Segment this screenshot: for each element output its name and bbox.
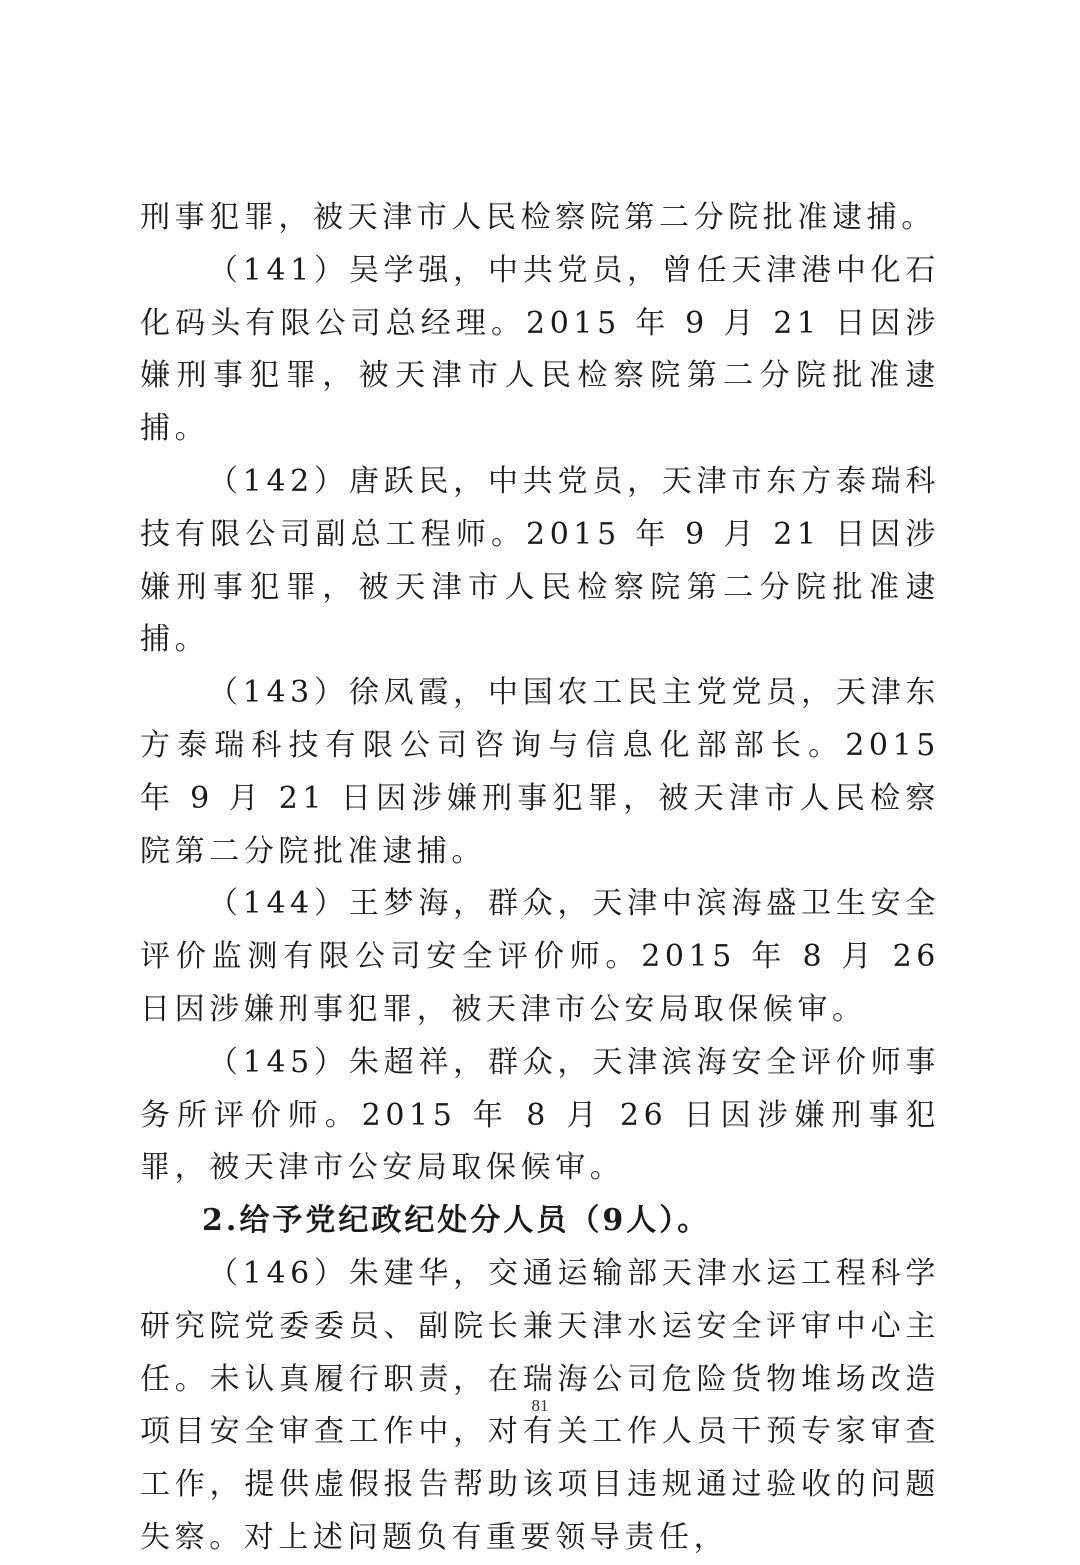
paragraph-145: （145）朱超祥，群众，天津滨海安全评价师事务所评价师。2015 年 8 月 26 日因涉嫌刑事犯罪，被天津市公安局取保候审。 <box>140 1044 940 1186</box>
section-heading: 2.给予党纪政纪处分人员（9人）。 <box>202 1203 711 1239</box>
document-body <box>140 192 940 1565</box>
paragraph-continuation: 刑事犯罪，被天津市人民检察院第二分院批准逮捕。 <box>140 200 936 235</box>
page-number: 81 <box>531 1396 549 1415</box>
paragraph-144: （144）王梦海，群众，天津中滨海盛卫生安全评价监测有限公司安全评价师。2015 年 8 月 26 日因涉嫌刑事犯罪，被天津市公安局取保候审。 <box>140 886 940 1027</box>
paragraph-142: （142）唐跃民，中共党员，天津市东方泰瑞科技有限公司副总工程师。2015 年 9 月 21 日因涉嫌刑事犯罪，被天津市人民检察院第二分院批准逮捕。 <box>140 463 940 658</box>
paragraph-143: （143）徐凤霞，中国农工民主党党员，天津东方泰瑞科技有限公司咨询与信息化部部长。2015 年 9 月 21 日因涉嫌刑事犯罪，被天津市人民检察院第二分院批准逮捕。 <box>140 675 940 869</box>
paragraph-141: （141）吴学强，中共党员，曾任天津港中化石化码头有限公司总经理。2015 年 9 月 21 日因涉嫌刑事犯罪，被天津市人民检察院第二分院批准逮捕。 <box>140 252 940 447</box>
paragraph-146: （146）朱建华，交通运输部天津水运工程科学研究院党委委员、副院长兼天津水运安全评审中心主任。未认真履行职责，在瑞海公司危险货物堆场改造项目安全审查工作中，对有关工作人员干预专家审查工作，提供虚假报告帮助该项目违规通过验收的问题失察。对上述问题负有重要领导责任， <box>140 1255 940 1555</box>
